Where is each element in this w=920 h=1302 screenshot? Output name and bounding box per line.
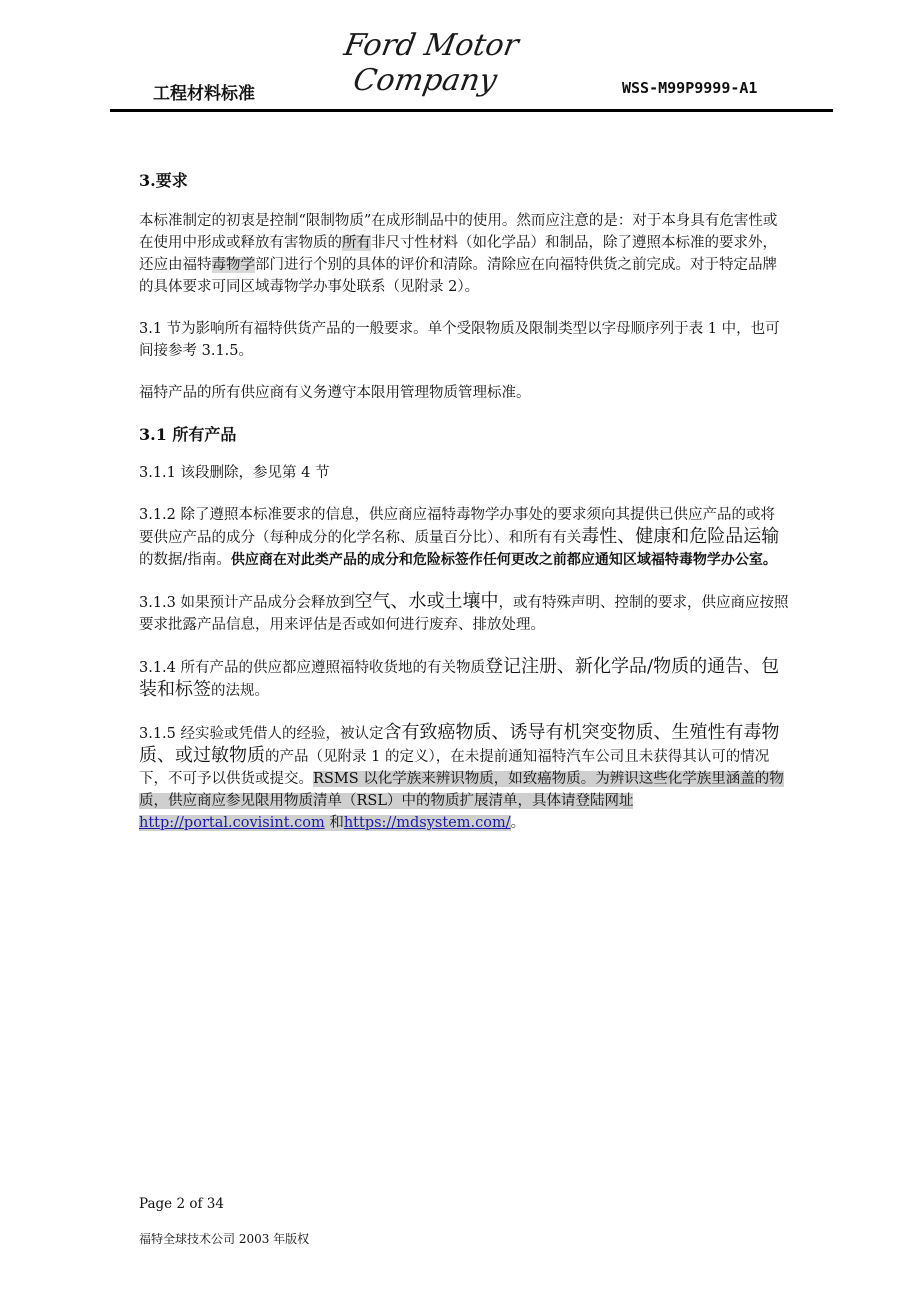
section-heading-3-1: 3.1 所有产品 bbox=[139, 425, 237, 444]
text: 。 bbox=[510, 815, 526, 831]
covisint-link[interactable]: http://portal.covisint.com bbox=[139, 815, 325, 831]
highlight: 所有 bbox=[342, 235, 371, 251]
paragraph-3-1-1: 3.1.1 该段删除，参见第 4 节 bbox=[139, 465, 330, 481]
copyright: 福特全球技术公司 2003 年版权 bbox=[139, 1232, 310, 1246]
paragraph-intro bbox=[139, 210, 789, 298]
paragraph-general: 3.1 节为影响所有福特供货产品的一般要求。单个受限物质及限制类型以字母顺序列于表 1 中，也可间接参考 3.1.5。 bbox=[139, 321, 780, 359]
doc-title: 工程材料标准 bbox=[153, 84, 255, 104]
text: 的产品（见附录 1 的定义），在未提前通知福特汽车公司且未获得其认可的情况下，不可予以供货或提交。 bbox=[139, 749, 770, 787]
highlight: RSMS 以化学族来辨识物质，如致癌物质。为辨识这些化学族里涵盖的物质，供应商应参见限用物质清单（RSL）中的物质扩展清单，具体请登陆网址 bbox=[139, 771, 784, 809]
text: 和 bbox=[324, 815, 344, 831]
header-rule bbox=[110, 109, 833, 112]
page-number: Page 2 of 34 bbox=[139, 1196, 224, 1212]
text: 部门进行个别的具体的评价和清除。清除应在向福特供货之前完成。对于特定品牌的具体要求可同区域毒物学办事处联系（见附录 2）。 bbox=[139, 257, 777, 295]
text: 3.1.5 经实验或凭借人的经验，被认定 bbox=[139, 726, 384, 742]
text: ，或有特殊声明、控制的要求，供应商应按照要求批露产品信息，用来评估是否或如何进行废弃、排放处理。 bbox=[139, 595, 789, 633]
text: 的法规。 bbox=[211, 683, 269, 699]
paragraph-3-1-4 bbox=[139, 656, 789, 702]
text-large: 含有致癌物质、诱导有机突变物质、生殖性有毒物质、或过敏物质 bbox=[139, 722, 780, 766]
doc-number: WSS-M99P9999-A1 bbox=[622, 79, 758, 97]
text-large: 空气、水或土壤中 bbox=[354, 591, 499, 612]
text: 3.1.2 除了遵照本标准要求的信息，供应商应福特毒物学办事处的要求须向其提供已供应产品的或将要供应产品的成分（每种成分的化学名称、质量百分比）、和所有有关 bbox=[139, 507, 775, 546]
paragraph-3-1-3 bbox=[139, 591, 789, 636]
text: 的数据/指南。 bbox=[139, 552, 231, 568]
text: 3.1.3 如果预计产品成分会释放到 bbox=[139, 595, 355, 611]
mdsystem-link[interactable]: https://mdsystem.com/ bbox=[343, 815, 511, 831]
section-heading-3: 3.要求 bbox=[139, 171, 188, 190]
text-large: 毒性、健康和危险品运输 bbox=[581, 526, 780, 547]
text: 非尺寸性材料（如化学品）和制品，除了遵照本标准的要求外，还应由福特 bbox=[139, 235, 777, 273]
highlight: 毒物学 bbox=[211, 257, 255, 273]
text-bold: 供应商在对此类产品的成分和危险标签作任何更改之前都应通知区域福特毒物学办公室。 bbox=[230, 552, 777, 568]
ford-logo: Ford Motor Company bbox=[341, 28, 522, 98]
paragraph-3-1-5 bbox=[139, 722, 789, 834]
paragraph-obligation: 福特产品的所有供应商有义务遵守本限用管理物质管理标准。 bbox=[139, 385, 531, 401]
text: 本标准制定的初衷是控制“限制物质”在成形制品中的使用。然而应注意的是：对于本身具有危害性或在使用中形成或释放有害物质的 bbox=[139, 213, 778, 251]
paragraph-3-1-2 bbox=[139, 504, 789, 571]
text: 3.1.4 所有产品的供应都应遵照福特收货地的有关物质 bbox=[139, 660, 486, 676]
text-large: 登记注册、新化学品/物质的通告、包装和标签 bbox=[139, 656, 780, 700]
document-body bbox=[139, 170, 789, 834]
